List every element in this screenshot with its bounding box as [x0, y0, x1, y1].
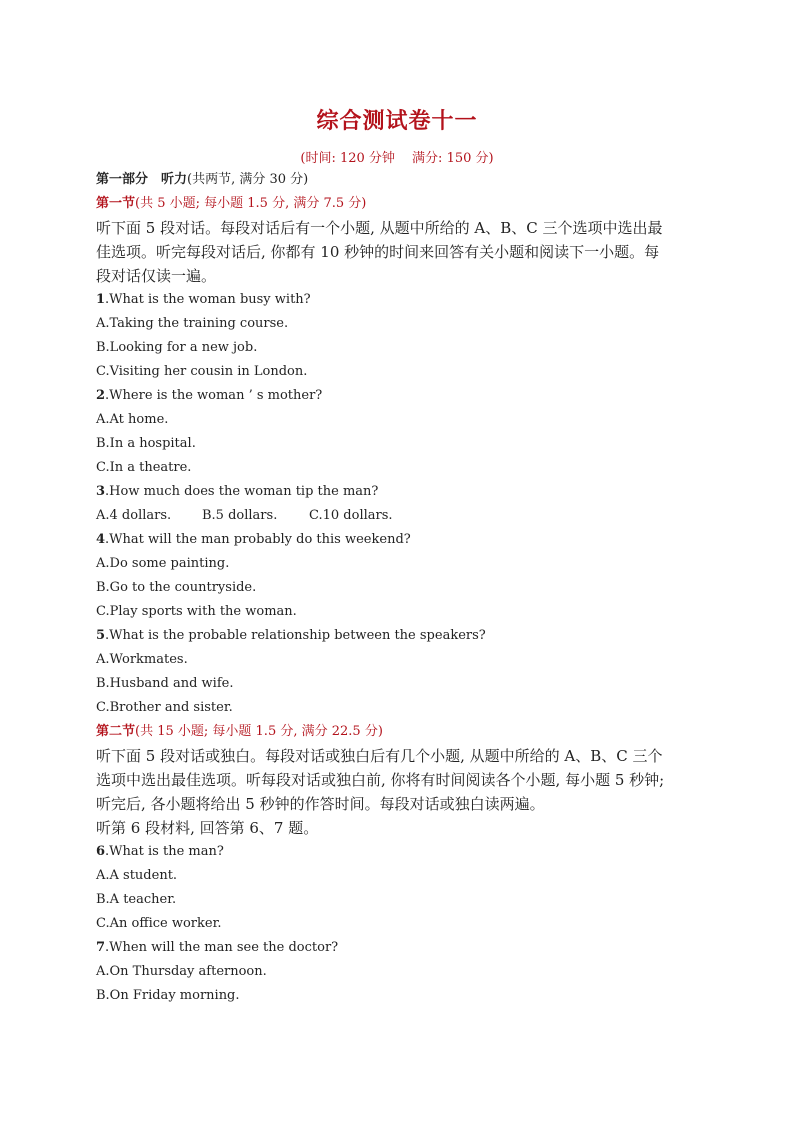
option-b: B.In a hospital. — [96, 436, 196, 451]
section-heading-label: 第二节 — [96, 724, 136, 739]
question-text: .When will the man see the doctor? — [105, 940, 339, 955]
option-b: B.5 dollars. — [202, 508, 278, 523]
option-b: B.Husband and wife. — [96, 676, 234, 691]
part-heading-label: 第一部分 听力 — [96, 172, 188, 187]
exam-content — [96, 168, 706, 1008]
question-text: .How much does the woman tip the man? — [105, 484, 379, 499]
question-number: 3 — [96, 484, 106, 499]
section-heading-label: 第一节 — [96, 196, 136, 211]
question-4 — [96, 528, 706, 552]
question-number: 1 — [96, 292, 106, 307]
section-heading — [96, 720, 706, 744]
instruction-line: 佳选项。听完每段对话后, 你都有 10 秒钟的时间来回答有关小题和阅读下一小题。每 — [96, 243, 660, 261]
part-heading — [96, 168, 706, 192]
question-5 — [96, 624, 706, 648]
option-a: A.4 dollars. — [96, 508, 172, 523]
instruction-line: 听完后, 各小题将给出 5 秒钟的作答时间。每段对话或独白读两遍。 — [96, 795, 545, 813]
section-heading-detail: (共 15 小题; 每小题 1.5 分, 满分 22.5 分) — [135, 724, 383, 739]
option-a: A.A student. — [96, 868, 178, 883]
option-c: C.Visiting her cousin in London. — [96, 364, 308, 379]
option-b: B.On Friday morning. — [96, 988, 240, 1003]
option-a: A.On Thursday afternoon. — [96, 964, 267, 979]
question-text: .What is the probable relationship between the speakers? — [105, 628, 486, 643]
option-a: A.Workmates. — [96, 652, 188, 667]
option-c: C.In a theatre. — [96, 460, 192, 475]
question-number: 2 — [96, 388, 106, 403]
instruction-line: 听下面 5 段对话。每段对话后有一个小题, 从题中所给的 A、B、C 三个选项中选出最 — [96, 219, 663, 237]
section-heading-detail: (共 5 小题; 每小题 1.5 分, 满分 7.5 分) — [135, 196, 367, 211]
question-6 — [96, 840, 706, 864]
question-number: 5 — [96, 628, 106, 643]
option-c: C.Play sports with the woman. — [96, 604, 297, 619]
option-c: C.Brother and sister. — [96, 700, 233, 715]
option-b: B.Looking for a new job. — [96, 340, 258, 355]
part-heading-detail: (共两节, 满分 30 分) — [187, 172, 309, 187]
section-heading — [96, 192, 706, 216]
question-7 — [96, 936, 706, 960]
option-a: A.Taking the training course. — [96, 316, 289, 331]
question-2 — [96, 384, 706, 408]
option-c: C.10 dollars. — [309, 508, 393, 523]
material-note: 听第 6 段材料, 回答第 6、7 题。 — [96, 819, 319, 837]
question-number: 7 — [96, 940, 106, 955]
page-title: 综合测试卷十一 — [316, 108, 478, 134]
question-text: .What will the man probably do this weekend? — [105, 532, 411, 547]
option-a: A.Do some painting. — [96, 556, 230, 571]
instruction-line: 段对话仅读一遍。 — [96, 267, 217, 285]
option-b: B.A teacher. — [96, 892, 177, 907]
question-1 — [96, 288, 706, 312]
option-c: C.An office worker. — [96, 916, 222, 931]
exam-time-score: (时间: 120 分钟 满分: 150 分) — [300, 151, 494, 166]
option-a: A.At home. — [96, 412, 169, 427]
instruction-line: 选项中选出最佳选项。听每段对话或独白前, 你将有时间阅读各个小题, 每小题 5 秒钟; — [96, 771, 665, 789]
question-3 — [96, 480, 706, 504]
question-number: 4 — [96, 532, 106, 547]
question-text: .What is the woman busy with? — [105, 292, 311, 307]
option-b: B.Go to the countryside. — [96, 580, 257, 595]
instruction-line: 听下面 5 段对话或独白。每段对话或独白后有几个小题, 从题中所给的 A、B、C 三个 — [96, 747, 663, 765]
question-number: 6 — [96, 844, 106, 859]
options-row — [96, 504, 706, 528]
question-text: .Where is the woman ’ s mother? — [105, 388, 323, 403]
question-text: .What is the man? — [105, 844, 224, 859]
